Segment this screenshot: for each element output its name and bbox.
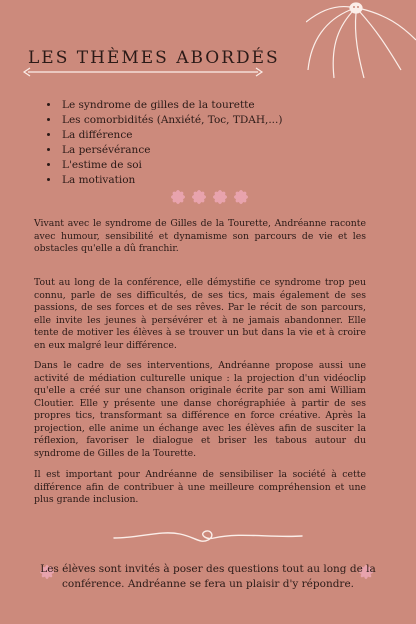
- list-item: • L'estime de soi: [60, 158, 282, 173]
- list-item: • La persévérance: [60, 143, 282, 158]
- body-paragraph: Tout au long de la conférence, elle démystifie ce syndrome trop peu connu, parle de ses difficultés, de ses tics, mais également de ses passions, de ses forces et de ses rêves. Par le récit de son parcours, elle invite les jeunes à persévérer et à ne jamais abandonner. Elle tente de motiver les élèves à se trouver un but dans la vie et à croire en eux malgré leur différence.: [34, 277, 366, 351]
- list-item: • La motivation: [60, 173, 282, 188]
- list-item: • Le syndrome de gilles de la tourette: [60, 98, 282, 113]
- themes-list: [44, 98, 282, 188]
- flower-outline-icon: [306, 0, 416, 80]
- pink-flower-row-icon: [168, 186, 250, 208]
- page-title: LES THÈMES ABORDÉS: [28, 48, 280, 68]
- body-paragraph: Vivant avec le syndrome de Gilles de la Tourette, Andréanne raconte avec humour, sensibilité et dynamisme son parcours de vie et les obstacles qu'elle a dû franchir.: [34, 218, 366, 254]
- list-item: • La différence: [60, 128, 282, 143]
- closing-note: Les élèves sont invités à poser des questions tout au long de la conférence. Andréanne se fera un plaisir d'y répondre.: [40, 563, 376, 590]
- body-paragraph: Il est important pour Andréanne de sensibiliser la société à cette différence afin de contribuer à une meilleure compréhension et une plus grande inclusion.: [34, 469, 366, 505]
- list-item: • Les comorbidités (Anxiété, Toc, TDAH,...): [60, 113, 282, 128]
- double-arrow-line-icon: [22, 66, 264, 78]
- swirl-divider-icon: [110, 524, 306, 546]
- body-paragraph: Dans le cadre de ses interventions, Andréanne propose aussi une activité de médiation culturelle unique : la projection d'un vidéoclip qu'elle a créé sur une chanson originale écrite par son ami William Cloutier. Elle y présente une danse chorégraphiée à partir de ses propres tics, transformant sa différence en force créative. Après la projection, elle anime un échange avec les élèves afin de susciter la réflexion, favoriser le dialogue et briser les tabous autour du syndrome de Gilles de la Tourette.: [34, 360, 366, 459]
